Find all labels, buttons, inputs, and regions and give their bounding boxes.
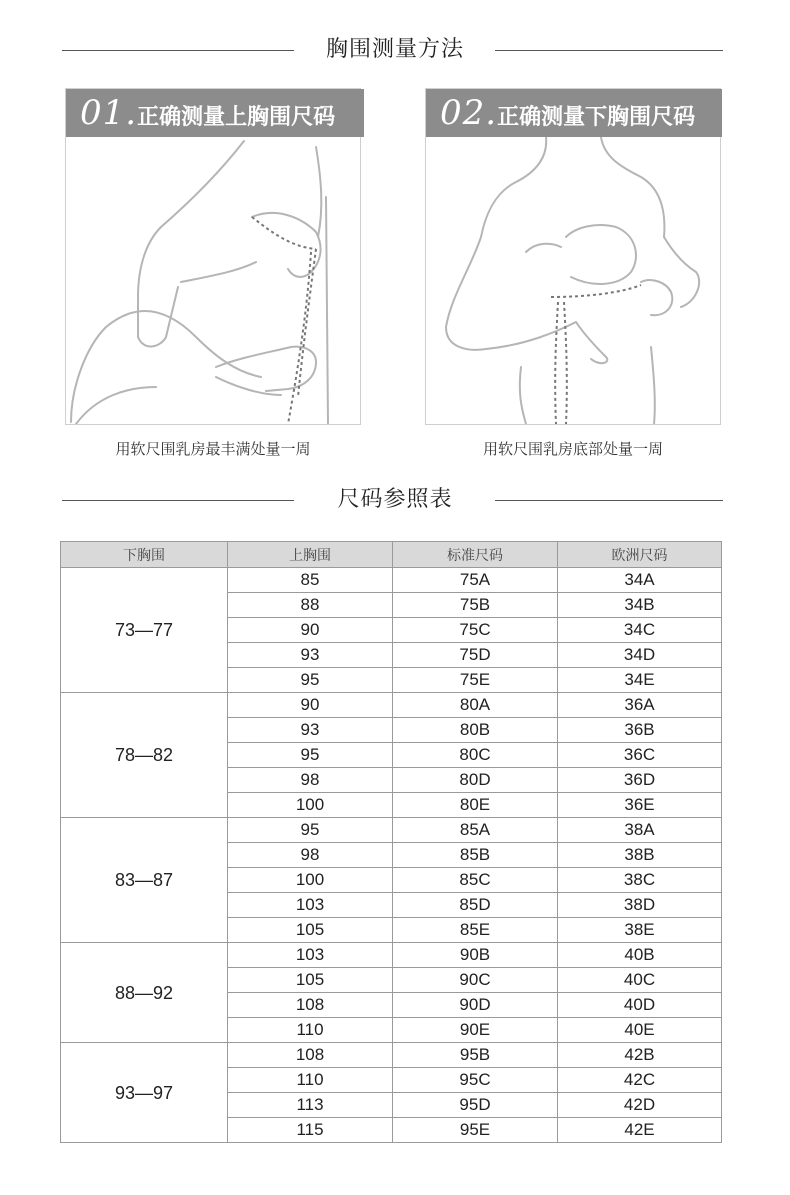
upper-bust-cell: 90 <box>228 693 393 718</box>
standard-size-cell: 85E <box>393 918 558 943</box>
chart-section-heading <box>0 480 790 520</box>
upper-bust-cell: 95 <box>228 743 393 768</box>
euro-size-cell: 42B <box>558 1043 722 1068</box>
chart-section-title: 尺码参照表 <box>337 487 453 512</box>
upper-bust-cell: 93 <box>228 643 393 668</box>
panel-header-upper <box>66 89 364 137</box>
standard-size-cell: 85D <box>393 893 558 918</box>
caption-lower: 用软尺围乳房底部处量一周 <box>482 440 663 458</box>
under-bust-range: 78—82 <box>61 693 228 818</box>
upper-bust-cell: 110 <box>228 1068 393 1093</box>
upper-bust-cell: 95 <box>228 818 393 843</box>
upper-bust-cell: 105 <box>228 918 393 943</box>
header-upper-bust: 上胸围 <box>228 542 393 568</box>
euro-size-cell: 38D <box>558 893 722 918</box>
upper-bust-cell: 85 <box>228 568 393 593</box>
standard-size-cell: 90C <box>393 968 558 993</box>
standard-size-cell: 75B <box>393 593 558 618</box>
standard-size-cell: 90D <box>393 993 558 1018</box>
panel-header-lower <box>426 89 722 137</box>
table-header-row <box>61 542 722 568</box>
upper-bust-cell: 88 <box>228 593 393 618</box>
euro-size-cell: 36C <box>558 743 722 768</box>
header-euro-size: 欧洲尺码 <box>558 542 722 568</box>
euro-size-cell: 40E <box>558 1018 722 1043</box>
upper-bust-cell: 110 <box>228 1018 393 1043</box>
euro-size-cell: 36E <box>558 793 722 818</box>
table-row <box>61 693 722 718</box>
euro-size-cell: 38A <box>558 818 722 843</box>
upper-bust-cell: 105 <box>228 968 393 993</box>
under-bust-range: 83—87 <box>61 818 228 943</box>
euro-size-cell: 42D <box>558 1093 722 1118</box>
panel-number: 01. <box>80 93 138 133</box>
standard-size-cell: 75C <box>393 618 558 643</box>
divider-right <box>495 500 723 501</box>
euro-size-cell: 34D <box>558 643 722 668</box>
standard-size-cell: 95B <box>393 1043 558 1068</box>
standard-size-cell: 85B <box>393 843 558 868</box>
euro-size-cell: 38B <box>558 843 722 868</box>
panel-title: 正确测量下胸围尺码 <box>497 105 696 130</box>
upper-bust-cell: 95 <box>228 668 393 693</box>
measure-panel-lower <box>425 88 721 425</box>
upper-bust-illustration <box>66 137 360 424</box>
upper-bust-cell: 93 <box>228 718 393 743</box>
standard-size-cell: 95E <box>393 1118 558 1143</box>
euro-size-cell: 40B <box>558 943 722 968</box>
standard-size-cell: 75E <box>393 668 558 693</box>
standard-size-cell: 85A <box>393 818 558 843</box>
standard-size-cell: 85C <box>393 868 558 893</box>
table-body <box>61 568 722 1143</box>
upper-bust-cell: 100 <box>228 793 393 818</box>
euro-size-cell: 40C <box>558 968 722 993</box>
panel-title: 正确测量上胸围尺码 <box>137 105 336 130</box>
standard-size-cell: 80B <box>393 718 558 743</box>
upper-bust-cell: 113 <box>228 1093 393 1118</box>
table-row <box>61 1043 722 1068</box>
upper-bust-cell: 100 <box>228 868 393 893</box>
euro-size-cell: 34B <box>558 593 722 618</box>
euro-size-cell: 34A <box>558 568 722 593</box>
table-row <box>61 818 722 843</box>
upper-bust-cell: 115 <box>228 1118 393 1143</box>
standard-size-cell: 80C <box>393 743 558 768</box>
euro-size-cell: 34C <box>558 618 722 643</box>
upper-bust-cell: 98 <box>228 843 393 868</box>
table-row <box>61 943 722 968</box>
caption-upper: 用软尺围乳房最丰满处量一周 <box>115 440 311 458</box>
size-chart-table <box>60 541 722 1143</box>
euro-size-cell: 38C <box>558 868 722 893</box>
standard-size-cell: 80D <box>393 768 558 793</box>
panel-number: 02. <box>440 93 498 133</box>
upper-bust-cell: 98 <box>228 768 393 793</box>
under-bust-range: 73—77 <box>61 568 228 693</box>
standard-size-cell: 90E <box>393 1018 558 1043</box>
header-under-bust: 下胸围 <box>61 542 228 568</box>
euro-size-cell: 36B <box>558 718 722 743</box>
table-row <box>61 568 722 593</box>
upper-bust-cell: 103 <box>228 893 393 918</box>
euro-size-cell: 42C <box>558 1068 722 1093</box>
lower-bust-illustration <box>426 137 720 424</box>
euro-size-cell: 38E <box>558 918 722 943</box>
euro-size-cell: 36D <box>558 768 722 793</box>
standard-size-cell: 80E <box>393 793 558 818</box>
upper-bust-cell: 90 <box>228 618 393 643</box>
measure-section-title: 胸围测量方法 <box>325 37 464 62</box>
measure-section-heading <box>0 30 790 70</box>
header-standard-size: 标准尺码 <box>393 542 558 568</box>
euro-size-cell: 40D <box>558 993 722 1018</box>
standard-size-cell: 80A <box>393 693 558 718</box>
standard-size-cell: 95C <box>393 1068 558 1093</box>
euro-size-cell: 34E <box>558 668 722 693</box>
standard-size-cell: 75D <box>393 643 558 668</box>
standard-size-cell: 95D <box>393 1093 558 1118</box>
standard-size-cell: 90B <box>393 943 558 968</box>
under-bust-range: 88—92 <box>61 943 228 1043</box>
upper-bust-cell: 108 <box>228 1043 393 1068</box>
divider-right <box>495 50 723 51</box>
upper-bust-cell: 108 <box>228 993 393 1018</box>
measure-panel-upper <box>65 88 361 425</box>
under-bust-range: 93—97 <box>61 1043 228 1143</box>
upper-bust-cell: 103 <box>228 943 393 968</box>
euro-size-cell: 36A <box>558 693 722 718</box>
standard-size-cell: 75A <box>393 568 558 593</box>
euro-size-cell: 42E <box>558 1118 722 1143</box>
